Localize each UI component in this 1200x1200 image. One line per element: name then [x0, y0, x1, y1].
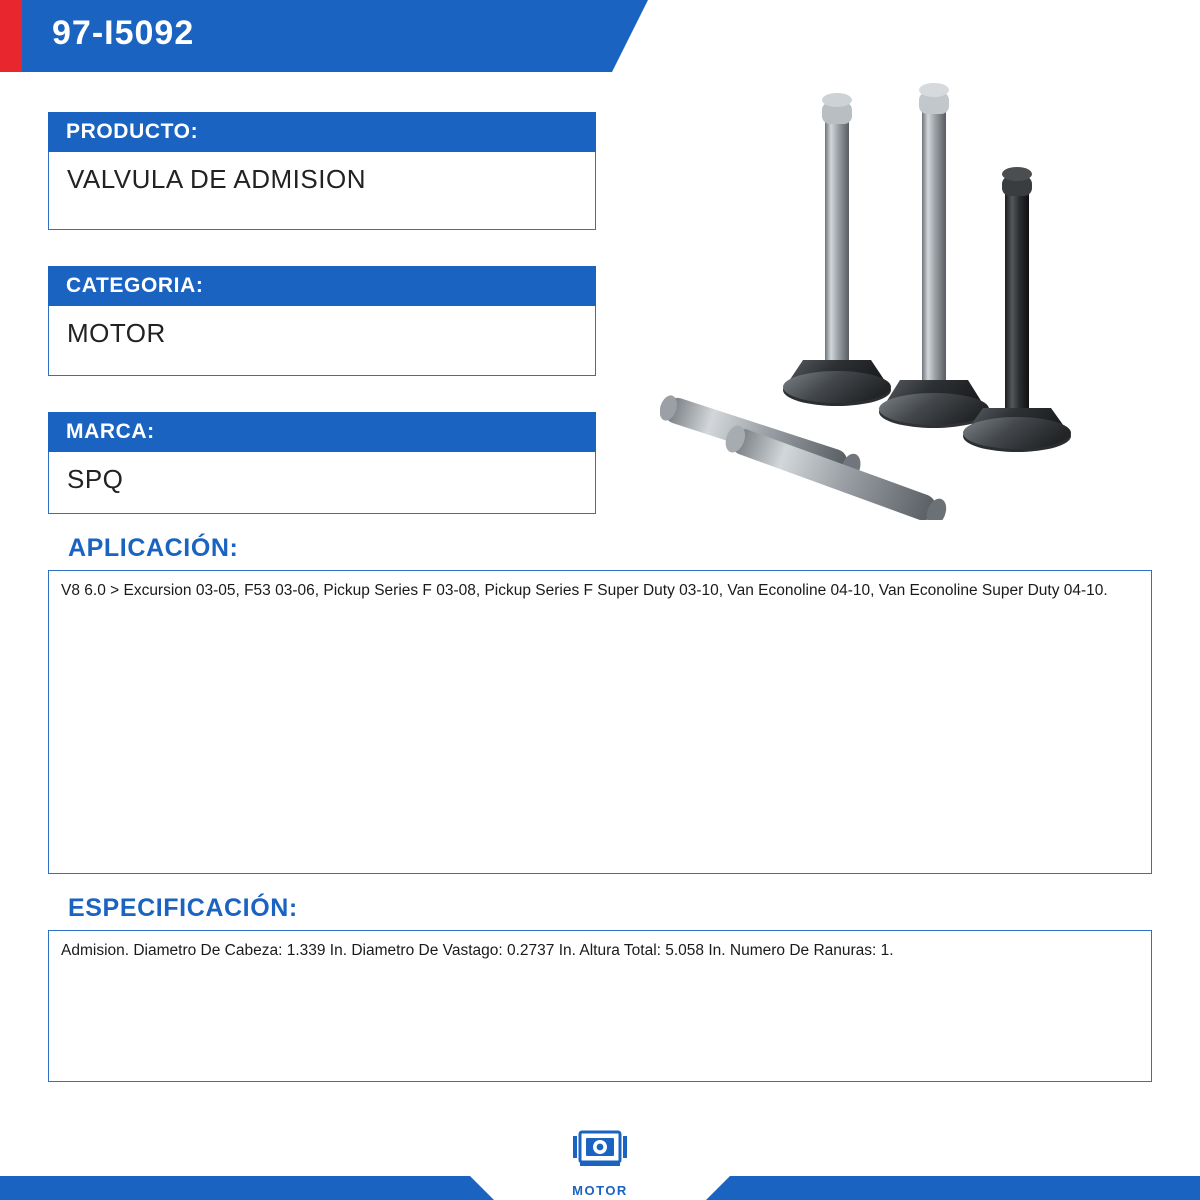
field-producto-value: VALVULA DE ADMISION	[67, 164, 366, 194]
aplicacion-box	[48, 570, 1152, 874]
field-marca-value: SPQ	[67, 464, 124, 494]
footer-bar-left	[0, 1176, 470, 1200]
especificacion-title: ESPECIFICACIÓN:	[68, 894, 298, 922]
field-categoria-label: CATEGORIA:	[48, 266, 596, 306]
especificacion-box	[48, 930, 1152, 1082]
engine-valves-photo	[660, 60, 1160, 520]
part-number-title: 97-I5092	[52, 14, 195, 52]
field-categoria-value: MOTOR	[67, 318, 166, 348]
page-footer	[0, 1158, 1200, 1200]
footer-bar-right	[730, 1176, 1200, 1200]
product-image	[660, 60, 1160, 520]
field-producto	[48, 112, 596, 230]
field-marca-label: MARCA:	[48, 412, 596, 452]
piston-icon	[563, 1128, 637, 1180]
footer-category	[520, 1128, 680, 1198]
footer-label: MOTOR	[572, 1183, 628, 1198]
aplicacion-text: V8 6.0 > Excursion 03-05, F53 03-06, Pickup Series F 03-08, Pickup Series F Super Duty 03-10, Van Econoline 04-10, Van Econoline Super Duty 04-10.	[61, 582, 1108, 599]
field-producto-label: PRODUCTO:	[48, 112, 596, 152]
field-marca-value-box	[48, 452, 596, 514]
especificacion-text: Admision. Diametro De Cabeza: 1.339 In. Diametro De Vastago: 0.2737 In. Altura Total: 5.058 In. Numero De Ranuras: 1.	[61, 942, 894, 959]
aplicacion-title: APLICACIÓN:	[68, 534, 239, 562]
field-categoria	[48, 266, 596, 376]
field-categoria-value-box	[48, 306, 596, 376]
field-marca	[48, 412, 596, 514]
field-producto-value-box	[48, 152, 596, 230]
